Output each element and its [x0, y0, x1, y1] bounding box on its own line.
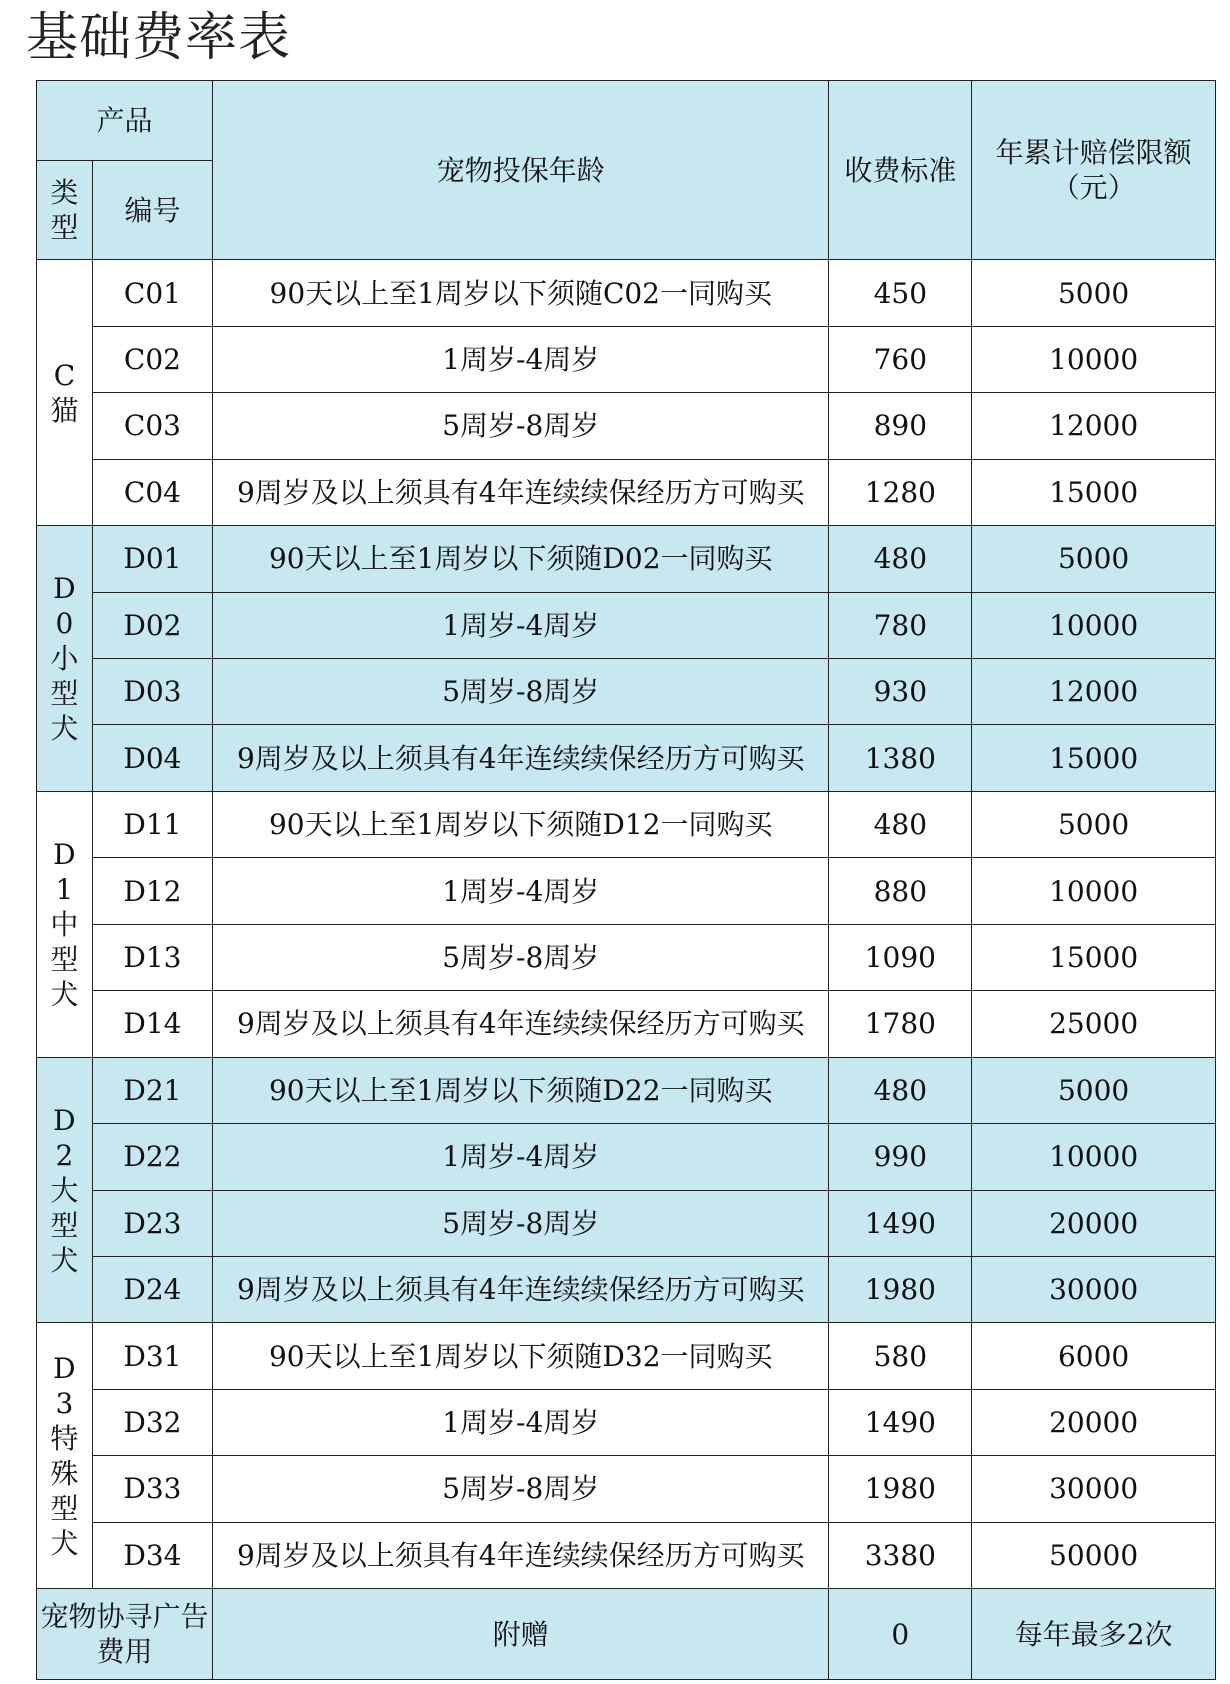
limit-cell: 6000 — [972, 1323, 1216, 1389]
limit-cell: 50000 — [972, 1522, 1216, 1588]
table-row — [37, 924, 1216, 990]
limit-cell: 15000 — [972, 924, 1216, 990]
page-title: 基础费率表 — [26, 8, 292, 68]
age-cell: 90天以上至1周岁以下须随D02一同购买 — [213, 526, 829, 592]
type-label: C猫 — [50, 358, 79, 427]
limit-cell: 12000 — [972, 659, 1216, 725]
limit-cell: 10000 — [972, 858, 1216, 924]
code-cell: C03 — [92, 393, 212, 459]
fee-cell: 1780 — [829, 991, 972, 1057]
type-cell — [37, 791, 93, 1057]
footer-row — [37, 1589, 1216, 1680]
limit-cell: 25000 — [972, 991, 1216, 1057]
table-row — [37, 326, 1216, 392]
header-limit — [972, 81, 1216, 260]
table-row — [37, 1456, 1216, 1522]
age-cell: 5周岁-8周岁 — [213, 924, 829, 990]
rate-table — [36, 80, 1216, 1680]
table-row — [37, 1389, 1216, 1455]
age-cell: 5周岁-8周岁 — [213, 393, 829, 459]
limit-cell: 10000 — [972, 326, 1216, 392]
age-cell: 5周岁-8周岁 — [213, 1456, 829, 1522]
age-cell: 9周岁及以上须具有4年连续续保经历方可购买 — [213, 459, 829, 525]
code-cell: D32 — [92, 1389, 212, 1455]
code-cell: C02 — [92, 326, 212, 392]
limit-cell: 20000 — [972, 1389, 1216, 1455]
type-label: D1中型犬 — [50, 837, 79, 1011]
limit-cell: 30000 — [972, 1456, 1216, 1522]
code-cell: D01 — [92, 526, 212, 592]
table-row — [37, 1124, 1216, 1190]
footer-age: 附赠 — [213, 1589, 829, 1680]
age-cell: 90天以上至1周岁以下须随D12一同购买 — [213, 791, 829, 857]
age-cell: 1周岁-4周岁 — [213, 1124, 829, 1190]
fee-cell: 1980 — [829, 1256, 972, 1322]
code-cell: C04 — [92, 459, 212, 525]
code-cell: D03 — [92, 659, 212, 725]
header-limit-label: 年累计赔偿限额 — [995, 136, 1192, 170]
footer-fee: 0 — [829, 1589, 972, 1680]
fee-cell: 1980 — [829, 1456, 972, 1522]
age-cell: 5周岁-8周岁 — [213, 1190, 829, 1256]
age-cell: 9周岁及以上须具有4年连续续保经历方可购买 — [213, 1522, 829, 1588]
table-row — [37, 858, 1216, 924]
limit-cell: 30000 — [972, 1256, 1216, 1322]
header-limit-unit: （元） — [1051, 171, 1136, 205]
fee-cell: 450 — [829, 260, 972, 326]
age-cell: 1周岁-4周岁 — [213, 858, 829, 924]
code-cell: D02 — [92, 592, 212, 658]
code-cell: D33 — [92, 1456, 212, 1522]
type-cell — [37, 1323, 93, 1589]
age-cell: 9周岁及以上须具有4年连续续保经历方可购买 — [213, 991, 829, 1057]
age-cell: 1周岁-4周岁 — [213, 326, 829, 392]
table-row — [37, 791, 1216, 857]
fee-cell: 930 — [829, 659, 972, 725]
code-cell: D12 — [92, 858, 212, 924]
table-row — [37, 260, 1216, 326]
header-fee: 收费标准 — [829, 81, 972, 260]
table-row — [37, 1522, 1216, 1588]
limit-cell: 12000 — [972, 393, 1216, 459]
header-code: 编号 — [92, 160, 212, 260]
code-cell: C01 — [92, 260, 212, 326]
limit-cell: 20000 — [972, 1190, 1216, 1256]
code-cell: D21 — [92, 1057, 212, 1123]
type-label: D0小型犬 — [50, 572, 79, 745]
header-age: 宠物投保年龄 — [213, 81, 829, 260]
code-cell: D11 — [92, 791, 212, 857]
age-cell: 90天以上至1周岁以下须随C02一同购买 — [213, 260, 829, 326]
age-cell: 90天以上至1周岁以下须随D22一同购买 — [213, 1057, 829, 1123]
code-cell: D23 — [92, 1190, 212, 1256]
table-row — [37, 459, 1216, 525]
fee-cell: 480 — [829, 526, 972, 592]
fee-cell: 780 — [829, 592, 972, 658]
table-row — [37, 1057, 1216, 1123]
header-product: 产品 — [37, 81, 213, 161]
table-row — [37, 526, 1216, 592]
limit-cell: 15000 — [972, 459, 1216, 525]
age-cell: 90天以上至1周岁以下须随D32一同购买 — [213, 1323, 829, 1389]
limit-cell: 5000 — [972, 526, 1216, 592]
fee-cell: 1490 — [829, 1190, 972, 1256]
fee-cell: 1280 — [829, 459, 972, 525]
limit-cell: 10000 — [972, 592, 1216, 658]
age-cell: 9周岁及以上须具有4年连续续保经历方可购买 — [213, 725, 829, 791]
age-cell: 5周岁-8周岁 — [213, 659, 829, 725]
table-row — [37, 1323, 1216, 1389]
header-type — [37, 160, 93, 260]
table-row — [37, 393, 1216, 459]
code-cell: D24 — [92, 1256, 212, 1322]
fee-cell: 3380 — [829, 1522, 972, 1588]
footer-limit: 每年最多2次 — [972, 1589, 1216, 1680]
fee-cell: 760 — [829, 326, 972, 392]
limit-cell: 10000 — [972, 1124, 1216, 1190]
code-cell: D04 — [92, 725, 212, 791]
fee-cell: 880 — [829, 858, 972, 924]
table-row — [37, 592, 1216, 658]
fee-cell: 480 — [829, 791, 972, 857]
table-row — [37, 991, 1216, 1057]
fee-cell: 1090 — [829, 924, 972, 990]
code-cell: D13 — [92, 924, 212, 990]
age-cell: 1周岁-4周岁 — [213, 1389, 829, 1455]
footer-label: 宠物协寻广告费用 — [37, 1589, 213, 1680]
limit-cell: 5000 — [972, 260, 1216, 326]
code-cell: D31 — [92, 1323, 212, 1389]
fee-cell: 480 — [829, 1057, 972, 1123]
fee-cell: 990 — [829, 1124, 972, 1190]
fee-cell: 1490 — [829, 1389, 972, 1455]
code-cell: D34 — [92, 1522, 212, 1588]
type-cell — [37, 260, 93, 526]
limit-cell: 15000 — [972, 725, 1216, 791]
table-row — [37, 659, 1216, 725]
limit-cell: 5000 — [972, 791, 1216, 857]
fee-cell: 1380 — [829, 725, 972, 791]
type-label: D3特殊型犬 — [50, 1351, 79, 1560]
type-cell — [37, 526, 93, 792]
limit-cell: 5000 — [972, 1057, 1216, 1123]
code-cell: D14 — [92, 991, 212, 1057]
table-row — [37, 725, 1216, 791]
type-label: D2大型犬 — [50, 1103, 79, 1277]
fee-cell: 890 — [829, 393, 972, 459]
fee-cell: 580 — [829, 1323, 972, 1389]
table-row — [37, 1190, 1216, 1256]
header-type-label: 类型 — [50, 176, 79, 245]
table-row — [37, 1256, 1216, 1322]
age-cell: 1周岁-4周岁 — [213, 592, 829, 658]
code-cell: D22 — [92, 1124, 212, 1190]
type-cell — [37, 1057, 93, 1323]
age-cell: 9周岁及以上须具有4年连续续保经历方可购买 — [213, 1256, 829, 1322]
